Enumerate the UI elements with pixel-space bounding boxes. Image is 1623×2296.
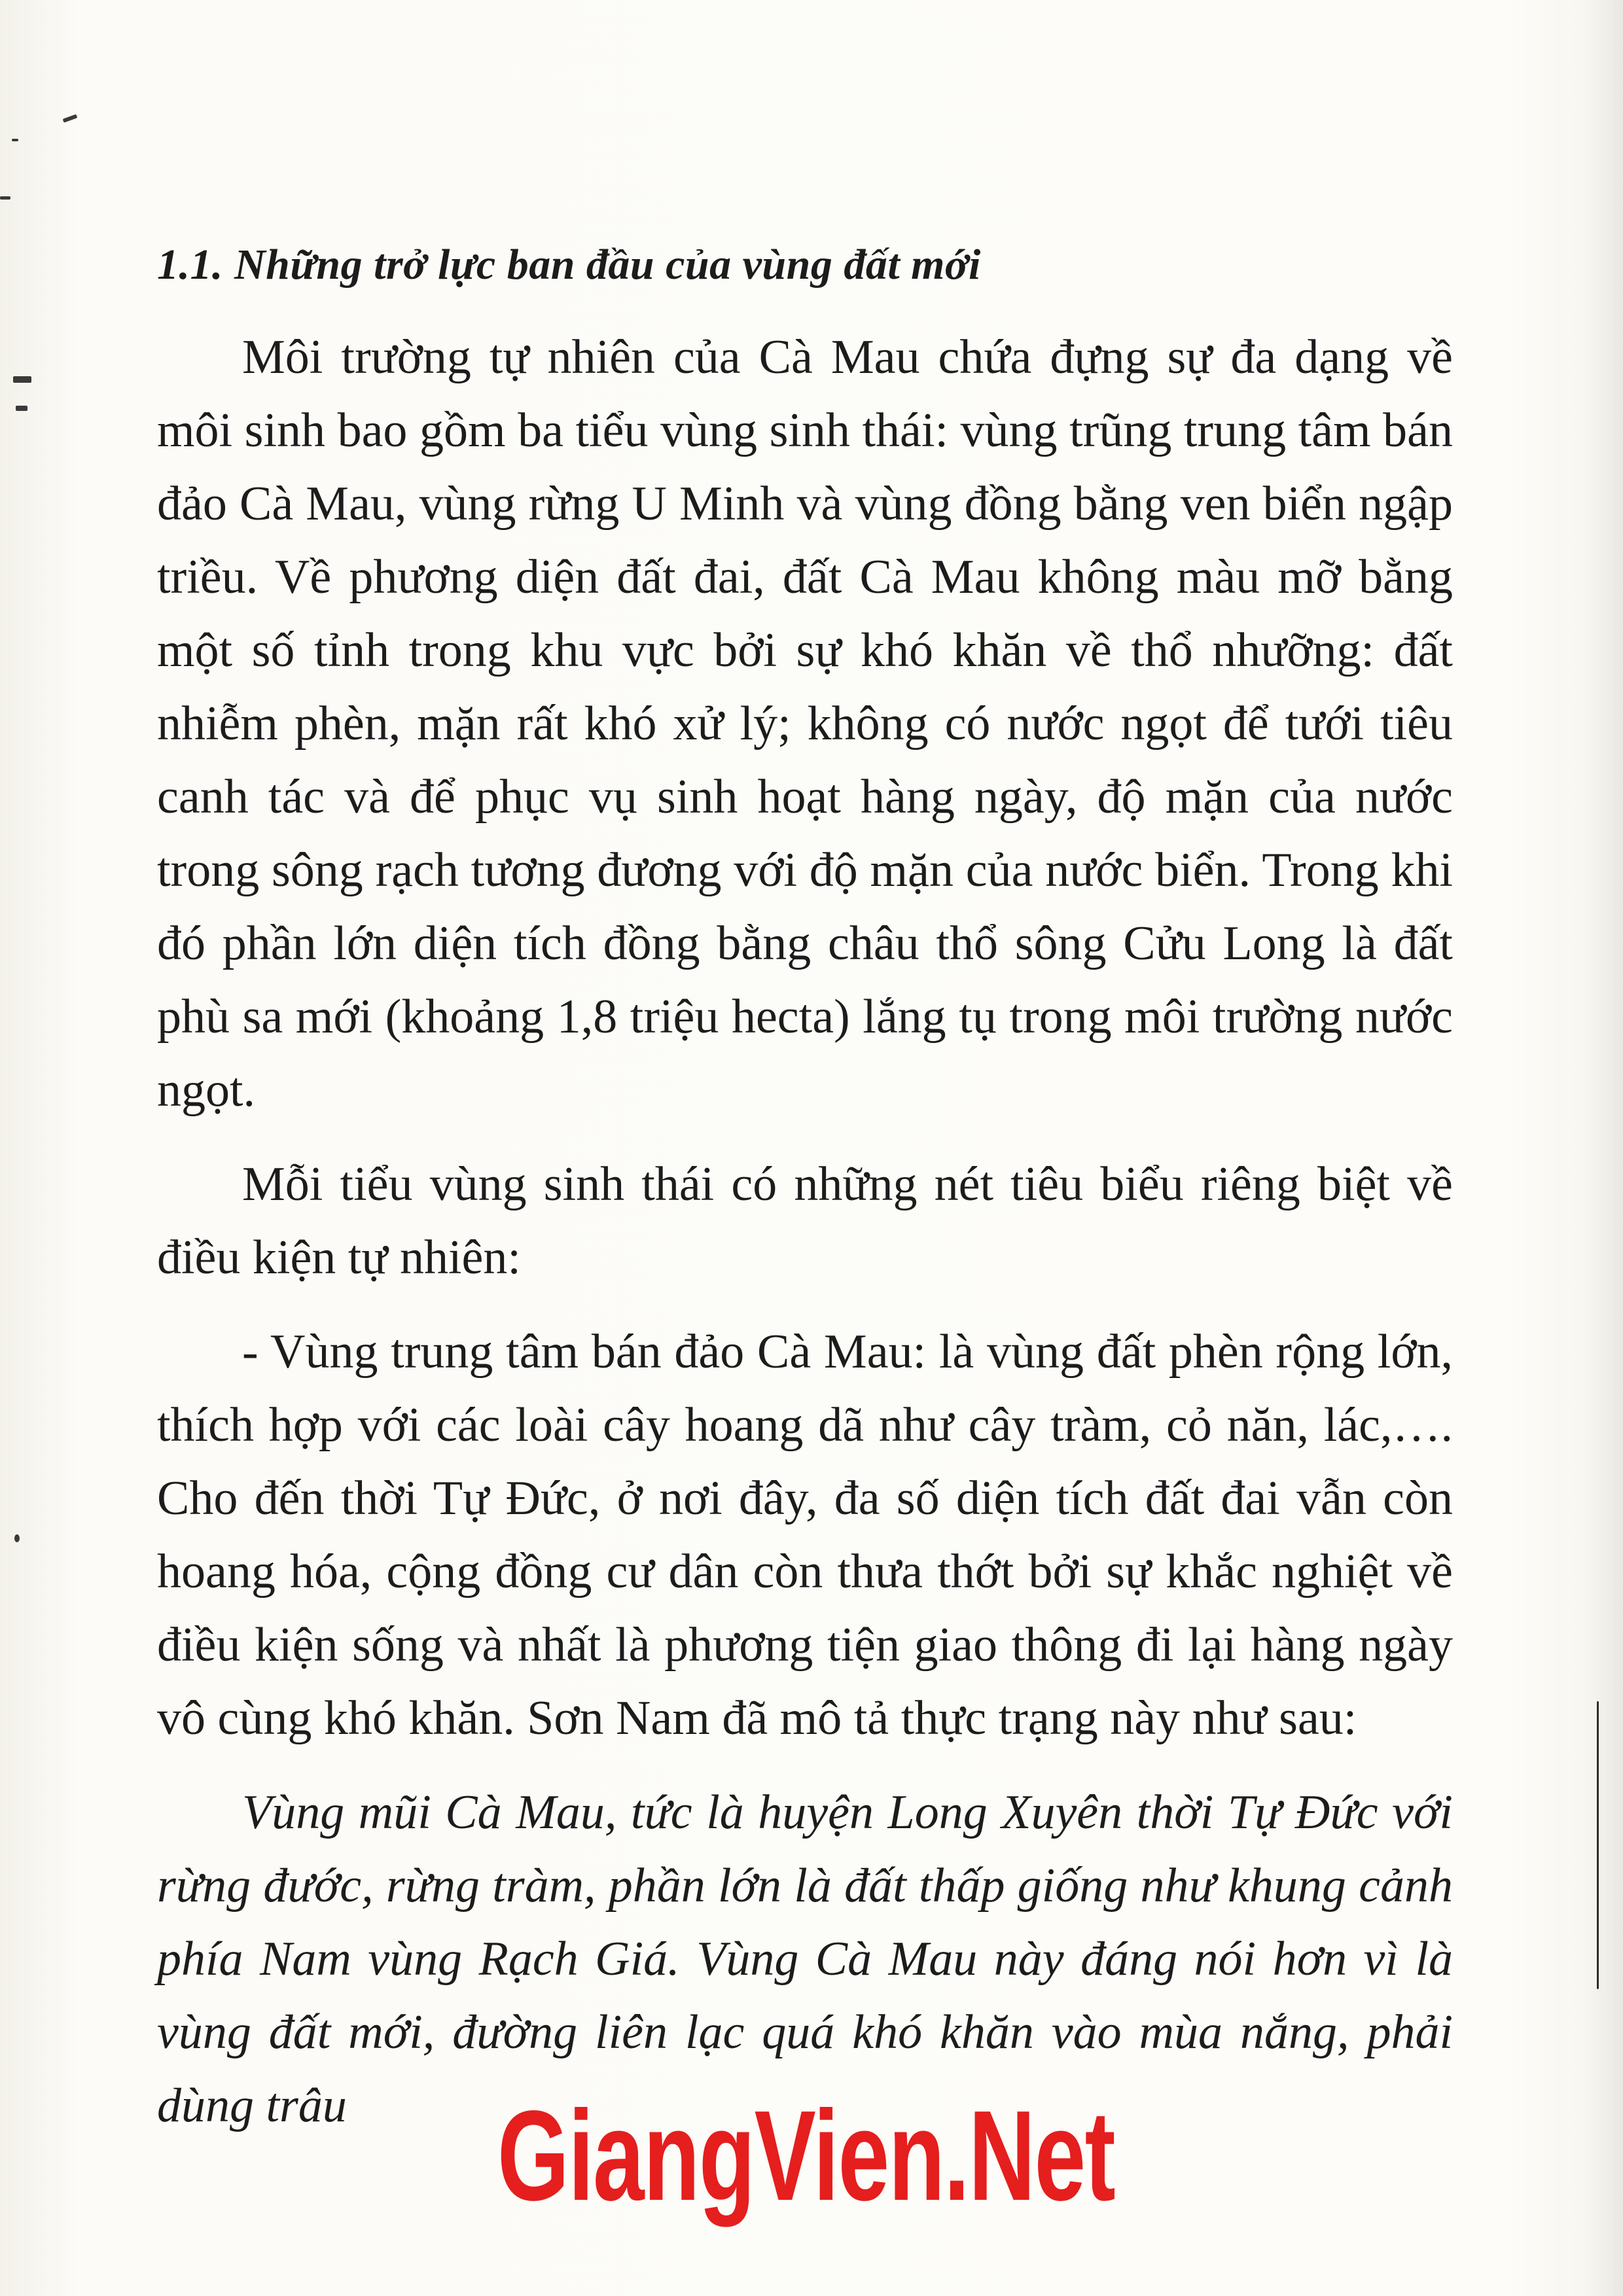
scan-speck	[0, 196, 10, 200]
scan-speck	[63, 114, 78, 122]
quoted-paragraph: Vùng mũi Cà Mau, tức là huyện Long Xuyên thời Tự Đức với rừng đước, rừng tràm, phần lớn là đất thấp giống như khung cảnh phía Nam vùng Rạch Giá. Vùng Cà Mau này đáng nói hơn vì là vùng đất mới, đường liên lạc quá khó khăn vào mùa nắng, phải dùng trâu	[157, 1786, 1453, 2132]
body-paragraph: - Vùng trung tâm bán đảo Cà Mau: là vùng đất phèn rộng lớn, thích hợp với các loài cây hoang dã như cây tràm, cỏ năn, lác,…. Cho đến thời Tự Đức, ở nơi đây, đa số diện tích đất đai vẫn còn hoang hóa, cộng đồng cư dân còn thưa thớt bởi sự khắc nghiệt về điều kiện sống và nhất là phương tiện giao thông đi lại hàng ngày vô cùng khó khăn. Sơn Nam đã mô tả thực trạng này như sau:	[157, 1325, 1453, 1745]
body-paragraph: Mỗi tiểu vùng sinh thái có những nét tiêu biểu riêng biệt về điều kiện tự nhiên:	[157, 1157, 1453, 1284]
scan-speck	[16, 406, 27, 411]
scan-speck	[13, 376, 31, 383]
body-paragraph: Môi trường tự nhiên của Cà Mau chứa đựng sự đa dạng về môi sinh bao gồm ba tiểu vùng sinh thái: vùng trũng trung tâm bán đảo Cà Mau, vùng rừng U Minh và vùng đồng bằng ven biển ngập triều. Về phương diện đất đai, đất Cà Mau không màu mỡ bằng một số tỉnh trong khu vực bởi sự khó khăn về thổ nhưỡng: đất nhiễm phèn, mặn rất khó xử lý; không có nước ngọt để tưới tiêu canh tác và để phục vụ sinh hoạt hàng ngày, độ mặn của nước trong sông rạch tương đương với độ mặn của nước biển. Trong khi đó phần lớn diện tích đồng bằng châu thổ sông Cửu Long là đất phù sa mới (khoảng 1,8 triệu hecta) lắng tụ trong môi trường nước ngọt.	[157, 330, 1453, 1117]
scan-speck	[14, 1534, 20, 1542]
page-edge-shadow	[1584, 0, 1623, 2296]
watermark-logo: GiangVien.Net	[497, 2084, 1115, 2227]
page-content	[157, 236, 1453, 2163]
scan-speck	[12, 139, 18, 141]
section-heading: 1.1. Những trở lực ban đầu của vùng đất mới	[157, 241, 981, 289]
margin-line	[1597, 1701, 1599, 1989]
